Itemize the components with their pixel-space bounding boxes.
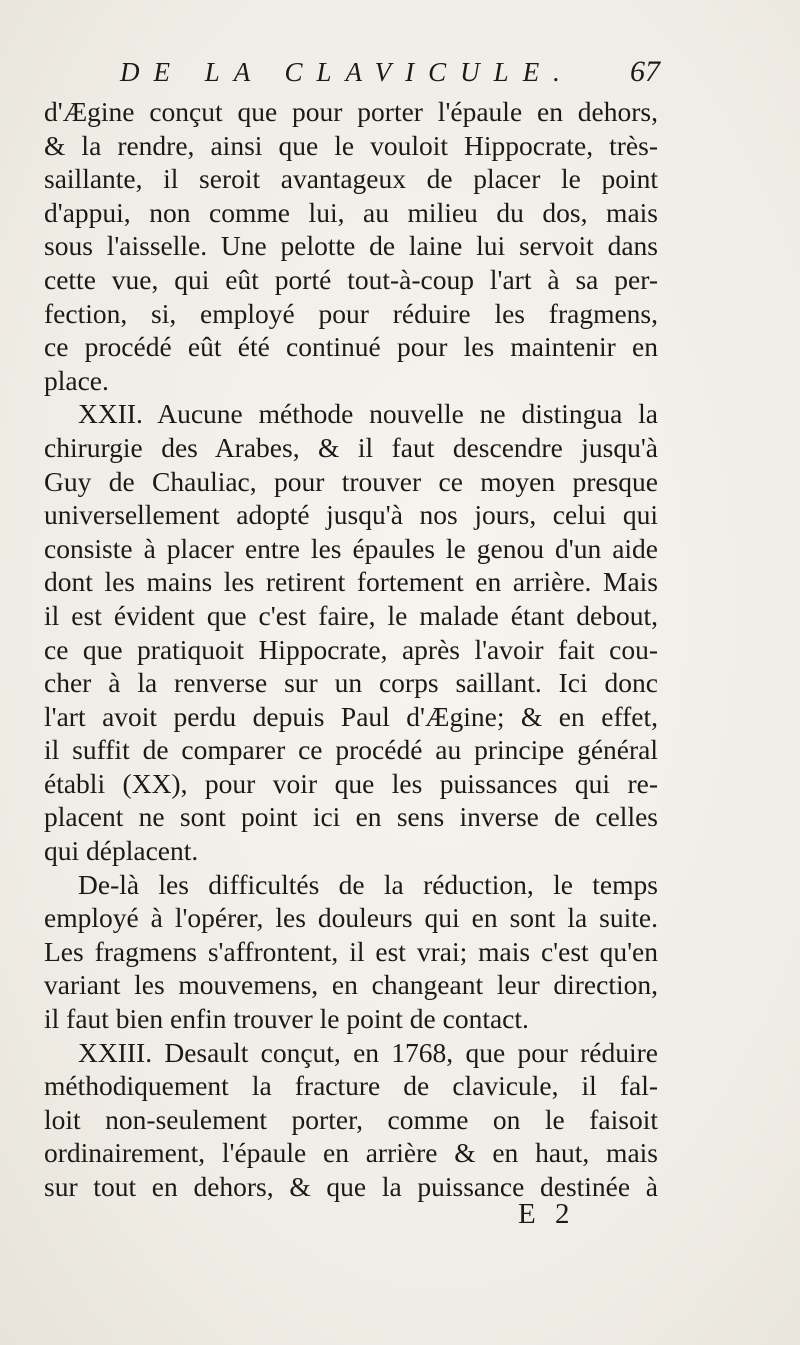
text-line: placent ne sont point ici en sens inverse de celles xyxy=(44,801,658,833)
text-line: & la rendre, ainsi que le vouloit Hippocrate, très- xyxy=(44,129,658,161)
text-line: chirurgie des Arabes, & il faut descendre jusqu'à xyxy=(44,431,658,463)
text-line: cette vue, qui eût porté tout-à-coup l'art à sa per- xyxy=(44,263,658,295)
text-line: De-là les difficultés de la réduction, le temps xyxy=(78,868,658,900)
signature-mark: E 2 xyxy=(518,1198,576,1230)
page-number: 67 xyxy=(630,55,660,88)
text-line: établi (XX), pour voir que les puissances qui re- xyxy=(44,767,658,799)
text-line: variant les mouvemens, en changeant leur direction, xyxy=(44,969,658,1001)
text-line: XXII. Aucune méthode nouvelle ne distingua la xyxy=(78,398,658,430)
text-line: Les fragmens s'affrontent, il est vrai; mais c'est qu'en xyxy=(44,935,658,967)
body-text xyxy=(44,95,658,1204)
text-line: fection, si, employé pour réduire les fragmens, xyxy=(44,297,658,329)
text-line: d'Ægine conçut que pour porter l'épaule en dehors, xyxy=(44,96,658,127)
text-line: Guy de Chauliac, pour trouver ce moyen presque xyxy=(44,465,658,497)
text-line: méthodiquement la fracture de clavicule, il fal- xyxy=(44,1070,658,1102)
text-line: employé à l'opérer, les douleurs qui en sont la suite. xyxy=(44,902,658,934)
text-line: XXIII. Desault conçut, en 1768, que pour réduire xyxy=(78,1036,658,1068)
text-line: il est évident que c'est faire, le malade étant debout, xyxy=(44,599,658,631)
text-line: d'appui, non comme lui, au milieu du dos, mais xyxy=(44,196,658,228)
text-line: l'art avoit perdu depuis Paul d'Ægine; & en effet, xyxy=(44,700,658,732)
text-line: qui déplacent. xyxy=(44,835,199,867)
text-line: universellement adopté jusqu'à nos jours, celui qui xyxy=(44,499,658,531)
text-line: cher à la renverse sur un corps saillant. Ici donc xyxy=(44,667,658,699)
text-line: ce procédé eût été continué pour les maintenir en xyxy=(44,331,658,363)
text-line: il faut bien enfin trouver le point de contact. xyxy=(44,1003,529,1035)
text-line: loit non-seulement porter, comme on le faisoit xyxy=(44,1103,658,1135)
text-line: ordinairement, l'épaule en arrière & en haut, mais xyxy=(44,1137,658,1169)
text-line: ce que pratiquoit Hippocrate, après l'avoir fait cou- xyxy=(44,633,658,665)
page-header xyxy=(120,52,660,92)
text-line: il suffit de comparer ce procédé au principe général xyxy=(44,734,658,766)
running-title: DE LA CLAVICULE. xyxy=(120,57,574,87)
text-line: place. xyxy=(44,364,109,396)
text-line: dont les mains les retirent fortement en arrière. Mais xyxy=(44,566,658,598)
text-line: sur tout en dehors, & que la puissance destinée à xyxy=(44,1171,658,1202)
text-line: sous l'aisselle. Une pelotte de laine lui servoit dans xyxy=(44,230,658,262)
text-line: consiste à placer entre les épaules le genou d'un aide xyxy=(44,532,658,564)
text-line: saillante, il seroit avantageux de placer le point xyxy=(44,163,658,195)
